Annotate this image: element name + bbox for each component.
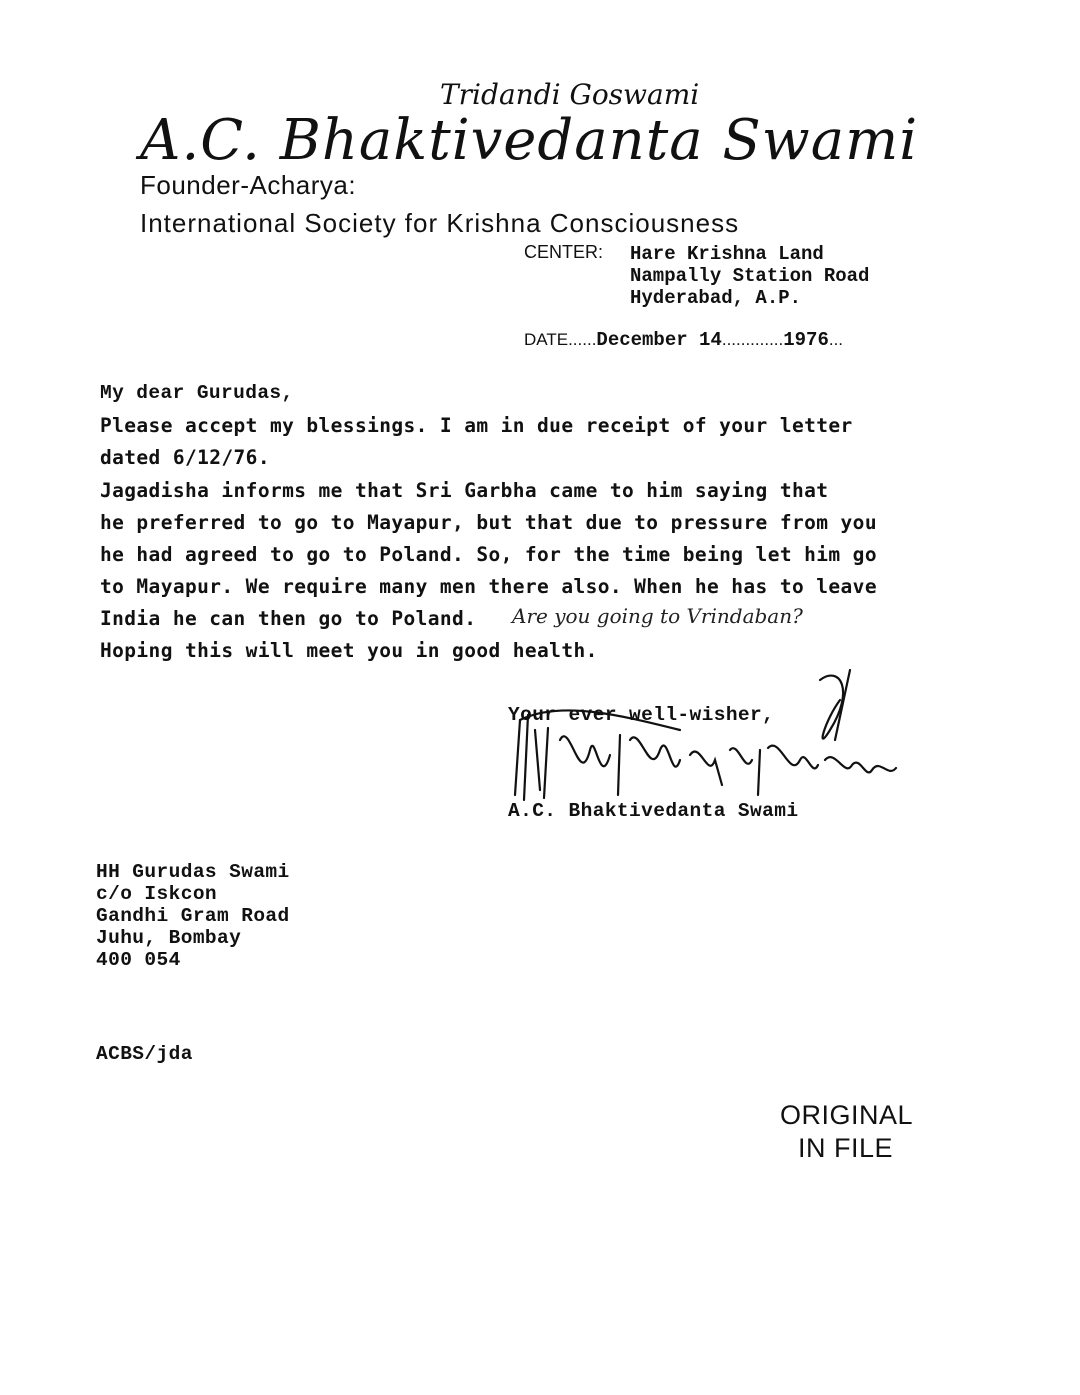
signature-name: A.C. Bhaktivedanta Swami [508, 800, 799, 822]
letterhead-role: Founder-Acharya: [140, 170, 357, 200]
body-line: Hoping this will meet you in good health. [100, 639, 598, 662]
reference-initials: ACBS/jda [96, 1043, 193, 1065]
recipient-line: HH Gurudas Swami [96, 861, 290, 883]
body-line: India he can then go to Poland. [100, 607, 477, 630]
date-row [524, 329, 843, 351]
body-line: dated 6/12/76. [100, 446, 270, 469]
letterhead-name: A.C. Bhaktivedanta Swami [140, 108, 919, 173]
center-address-line: Nampally Station Road [630, 265, 870, 287]
date-dots: ... [828, 330, 844, 349]
recipient-line: Gandhi Gram Road [96, 905, 290, 927]
center-address-line: Hare Krishna Land [630, 243, 824, 265]
handwritten-note: Are you going to Vrindaban? [512, 604, 803, 628]
date-dots: ...... [568, 330, 597, 349]
recipient-line: 400 054 [96, 949, 181, 971]
stamp-line: IN FILE [798, 1133, 894, 1163]
letterhead-title-prefix: Tridandi Goswami [440, 78, 700, 111]
stamp-line: ORIGINAL [780, 1100, 914, 1130]
letterhead-society: International Society for Krishna Consciousness [140, 208, 740, 238]
center-label: CENTER: [524, 242, 604, 262]
body-line: Please accept my blessings. I am in due receipt of your letter [100, 414, 853, 437]
body-line: to Mayapur. We require many men there also. When he has to leave [100, 575, 877, 598]
body-line: he had agreed to go to Poland. So, for the time being let him go [100, 543, 877, 566]
body-line: Jagadisha informs me that Sri Garbha came to him saying that [100, 479, 829, 502]
recipient-line: Juhu, Bombay [96, 927, 242, 949]
date-value: December 14 [596, 329, 722, 351]
body-line: he preferred to go to Mayapur, but that due to pressure from you [100, 511, 877, 534]
date-label: DATE [524, 330, 569, 349]
date-dots: ............. [721, 330, 784, 349]
center-address-line: Hyderabad, A.P. [630, 287, 802, 309]
recipient-line: c/o Iskcon [96, 883, 218, 905]
date-year: 1976 [783, 329, 829, 351]
salutation: My dear Gurudas, [100, 382, 294, 404]
closing: Your ever well-wisher, [508, 704, 775, 726]
